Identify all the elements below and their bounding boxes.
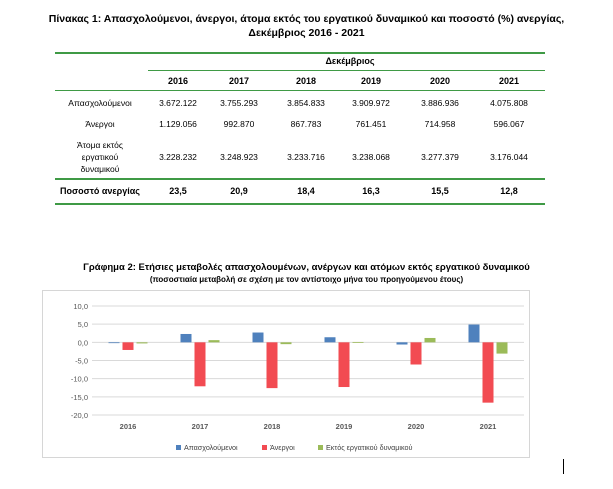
table-cell: 3.248.923 bbox=[220, 152, 258, 162]
year-header: 2017 bbox=[228, 76, 250, 86]
x-tick-label: 2018 bbox=[263, 422, 281, 431]
legend-label: Εκτός εργατικού δυναμικού bbox=[326, 443, 413, 452]
bar-άνεργοι bbox=[483, 342, 494, 402]
y-tick-label: -5,0 bbox=[75, 356, 88, 366]
table-cell: 3.854.833 bbox=[287, 98, 325, 108]
table-title: Πίνακας 1: Απασχολούμενοι, άνεργοι, άτομα εκτός του εργατικού δυναμικού και ποσοστό (%) ανεργίας, bbox=[48, 13, 565, 25]
table-cell: 3.233.716 bbox=[287, 152, 325, 162]
bar-απασχολούμενοι bbox=[397, 342, 408, 344]
legend-swatch bbox=[176, 445, 181, 450]
legend-swatch bbox=[262, 445, 267, 450]
bar-εκτός-εργατικού-δυναμικού bbox=[209, 340, 220, 342]
text-cursor bbox=[563, 459, 564, 474]
bar-εκτός-εργατικού-δυναμικού bbox=[497, 342, 508, 353]
row-label: Απασχολούμενοι bbox=[68, 98, 132, 108]
bar-εκτός-εργατικού-δυναμικού bbox=[425, 338, 436, 342]
rate-cell: 18,4 bbox=[297, 186, 315, 196]
rate-cell: 23,5 bbox=[169, 186, 187, 196]
bar-απασχολούμενοι bbox=[181, 334, 192, 342]
legend-label: Απασχολούμενοι bbox=[184, 443, 238, 452]
x-tick-label: 2021 bbox=[479, 422, 497, 431]
month-header: Δεκέμβριος bbox=[325, 56, 375, 66]
bar-εκτός-εργατικού-δυναμικού bbox=[137, 342, 148, 343]
rate-row-label: Ποσοστό ανεργίας bbox=[60, 186, 140, 196]
bar-εκτός-εργατικού-δυναμικού bbox=[281, 342, 292, 344]
year-header: 2018 bbox=[295, 76, 317, 86]
chart-title: Γράφημα 2: Ετήσιες μεταβολές απασχολουμένων, ανέργων και ατόμων εκτός εργατικού δυναμικού bbox=[83, 262, 530, 273]
rate-cell: 20,9 bbox=[230, 186, 248, 196]
table-cell: 3.238.068 bbox=[352, 152, 390, 162]
x-tick-label: 2017 bbox=[191, 422, 209, 431]
bar-απασχολούμενοι bbox=[469, 325, 480, 343]
table-cell: 3.755.293 bbox=[220, 98, 258, 108]
row-label: Άνεργοι bbox=[85, 119, 115, 129]
year-header: 2016 bbox=[167, 76, 189, 86]
bar-απασχολούμενοι bbox=[109, 342, 120, 343]
table-cell: 4.075.808 bbox=[490, 98, 528, 108]
x-tick-label: 2019 bbox=[335, 422, 353, 431]
chart-subtitle: (ποσοστιαία μεταβολή σε σχέση με τον αντίστοιχο μήνα του προηγούμενου έτους) bbox=[149, 275, 464, 284]
row-label: Άτομα εκτός bbox=[76, 140, 124, 150]
table-cell: 3.672.122 bbox=[159, 98, 197, 108]
legend-swatch bbox=[318, 445, 323, 450]
table-cell: 3.176.044 bbox=[490, 152, 528, 162]
table-cell: 714.958 bbox=[424, 119, 456, 129]
table-cell: 1.129.056 bbox=[159, 119, 197, 129]
rate-cell: 16,3 bbox=[362, 186, 380, 196]
table-cell: 761.451 bbox=[355, 119, 387, 129]
bar-απασχολούμενοι bbox=[325, 337, 336, 342]
bar-εκτός-εργατικού-δυναμικού bbox=[353, 342, 364, 343]
bar-άνεργοι bbox=[195, 342, 206, 386]
bar-άνεργοι bbox=[411, 342, 422, 364]
y-tick-label: -20,0 bbox=[70, 411, 88, 420]
table-cell: 992.870 bbox=[223, 119, 255, 129]
year-header: 2019 bbox=[360, 76, 382, 86]
year-header: 2020 bbox=[429, 76, 451, 86]
bar-απασχολούμενοι bbox=[253, 333, 264, 343]
legend-label: Άνεργοι bbox=[270, 443, 295, 452]
rate-cell: 15,5 bbox=[431, 186, 449, 196]
y-tick-label: 5,0 bbox=[77, 320, 88, 330]
y-tick-label: 0,0 bbox=[77, 338, 88, 348]
row-label: εργατικού bbox=[81, 152, 119, 162]
y-tick-label: -15,0 bbox=[70, 392, 88, 402]
table-cell: 867.783 bbox=[290, 119, 322, 129]
bar-άνεργοι bbox=[339, 342, 350, 387]
table-title-period: Δεκέμβριος 2016 - 2021 bbox=[248, 27, 365, 39]
x-tick-label: 2020 bbox=[407, 422, 425, 431]
row-label: δυναμικού bbox=[80, 164, 120, 174]
table-cell: 596.067 bbox=[493, 119, 525, 129]
table-cell: 3.228.232 bbox=[159, 152, 197, 162]
y-tick-label: -10,0 bbox=[70, 374, 88, 384]
y-tick-label: 10,0 bbox=[73, 302, 88, 311]
rate-cell: 12,8 bbox=[500, 186, 518, 196]
year-header: 2021 bbox=[498, 76, 520, 86]
table-cell: 3.277.379 bbox=[421, 152, 459, 162]
bar-άνεργοι bbox=[267, 342, 278, 388]
table-cell: 3.886.936 bbox=[421, 98, 459, 108]
x-tick-label: 2016 bbox=[119, 422, 137, 431]
bar-άνεργοι bbox=[123, 342, 134, 350]
table-cell: 3.909.972 bbox=[352, 98, 390, 108]
